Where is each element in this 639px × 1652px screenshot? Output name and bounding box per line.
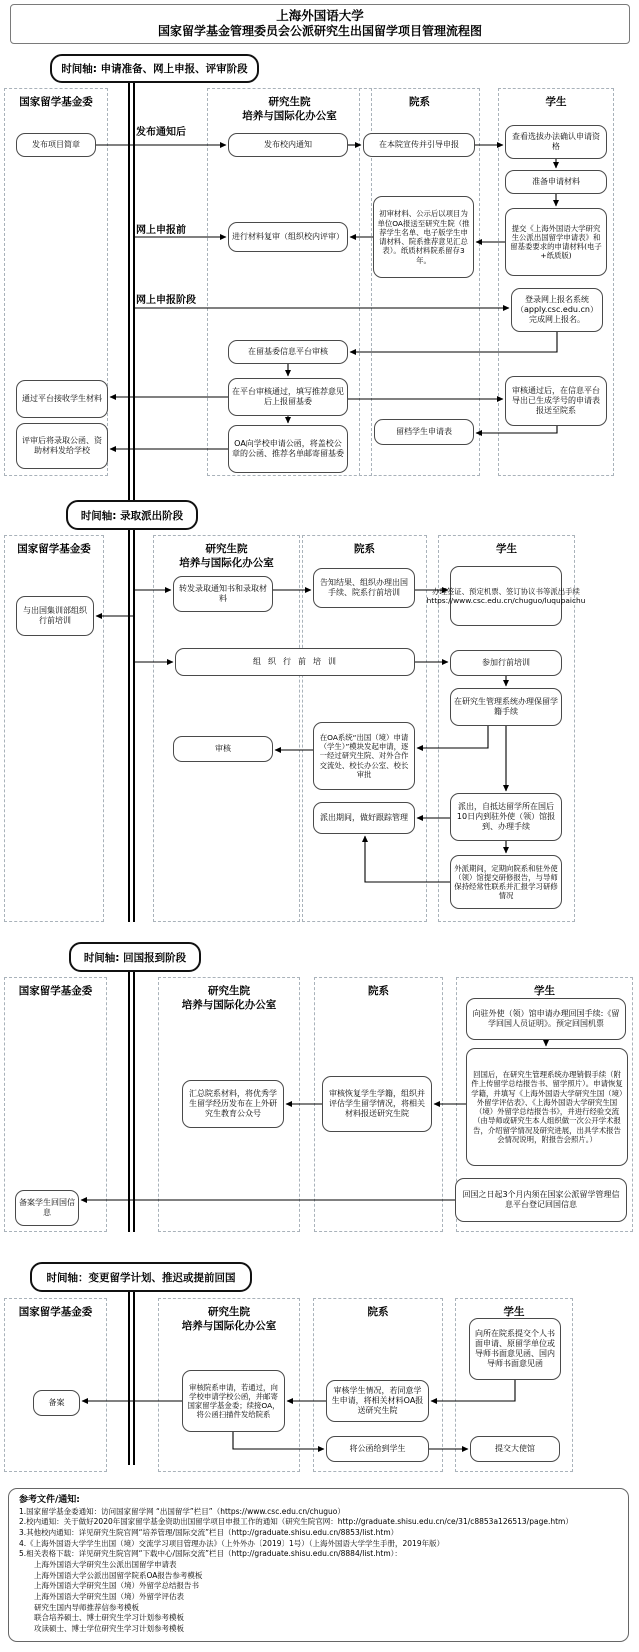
p4-gradschool-line1: 研究生院 — [208, 1306, 250, 1318]
p1-gradschool-line1: 研究生院 — [268, 96, 311, 108]
p1-stu-prepare-materials: 准备申请材料 — [505, 170, 607, 194]
p2-dept-tracking: 派出期间，做好跟踪管理 — [313, 802, 415, 834]
p1-stu-export-form: 审核通过后，在信息平台导出已生成学号的申请表报送至院系 — [505, 376, 607, 426]
p1-csc-receive-materials: 通过平台接收学生材料 — [16, 380, 108, 418]
p1-lane-student-title: 学生 — [545, 96, 567, 108]
p2-lane-student-title: 学生 — [496, 543, 517, 555]
p2-gs-forward-admission: 转发录取通知书和录取材料 — [173, 576, 273, 612]
p4-csc-filing: 备案 — [33, 1390, 80, 1416]
p4-lane-csc — [4, 1298, 107, 1472]
p2-gradschool-line2: 培养与国际化办公室 — [179, 557, 274, 570]
p1-dept-archive-form: 留档学生申请表 — [374, 419, 474, 445]
p2-csc-predeparture-training: 与出国集训部组织行前培训 — [16, 596, 94, 636]
p2-lane-dept-title: 院系 — [354, 543, 375, 555]
reference-sub-item: 攻读硕士、博士学位研究生学习计划参考模板 — [34, 1623, 184, 1633]
p4-lane-dept-title: 院系 — [367, 1306, 389, 1318]
p2-gs-review: 审核 — [173, 736, 273, 762]
p3-gradschool-line1: 研究生院 — [208, 985, 250, 997]
reference-item: 4.《上海外国语大学学生出国（境）交流学习项目管理办法》（上外外办〔2019〕1号）（上海外国语大学学生手册，2019年版） — [19, 1538, 445, 1548]
p4-lane-csc-title: 国家留学基金委 — [18, 1306, 93, 1318]
p1-csc-publish-guidelines: 发布项目简章 — [16, 133, 96, 157]
reference-item: 1.国家留学基金委通知：访问国家留学网 “出国留学”栏目”（https://www.csc.edu.cn/chuguo） — [19, 1506, 345, 1516]
p2-dept-notify-results: 告知结果、组织办理出国手续、院系行前培训 — [313, 568, 415, 608]
p1-lane-csc-title: 国家留学基金委 — [19, 96, 93, 108]
timeline-spine-phase2 — [128, 525, 135, 922]
university-name: 上海外国语大学 — [276, 8, 364, 24]
p3-stu-post-return-procedures: 回国后，在研究生管理系统办理销假手续（附件上传留学总结报告书、留学照片）。申请恢复学籍，并填写《上海外国语大学研究生国（境）外留学评估表》、《上海外国语大学研究生国（境）外留学总结报告书》，并进行经验交流（由导师或研究生本人组织做一次公开学术报告，介绍留学情况及研究进展，出具学术报告会情况说明，附报告会照片。） — [466, 1048, 628, 1166]
p2-stu-visa-ticket: 办理签证、预定机票、签订协议书等派出手续 https://www.csc.edu.cn/chuguo/luqupaichu — [450, 566, 562, 626]
reference-item: 3.其他校内通知：详见研究生院官网“培养管理/国际交流”栏目（http://graduate.shisu.edu.cn/8853/list.htm） — [19, 1528, 399, 1538]
timeline-spine-phase4 — [128, 1287, 135, 1465]
p3-lane-dept-title: 院系 — [368, 985, 389, 997]
p4-stu-submit-embassy: 提交大使馆 — [470, 1436, 560, 1462]
reference-sub-item: 研究生国内导师推荐信参考模板 — [34, 1602, 139, 1612]
p2-stu-periodic-reports: 外派期间，定期向院系和驻外使（领）馆提交研修报告，与导师保持经常性联系并汇报学习研修情况 — [450, 855, 562, 909]
p3-lane-gradschool-title — [159, 978, 299, 1012]
p2-gradschool-line1: 研究生院 — [205, 543, 248, 555]
p2-lane-csc — [4, 535, 104, 922]
p1-stu-online-registration: 登录网上报名系统（apply.csc.edu.cn）完成网上报名。 — [511, 288, 603, 332]
phase4-header: 时间轴：变更留学计划、推迟或提前回国 — [30, 1262, 252, 1292]
p2-stu-retain-status: 在研究生管理系统办理保留学籍手续 — [450, 688, 562, 726]
timeline-spine-phase3 — [128, 967, 135, 1232]
p1-lane-dept-title: 院系 — [409, 96, 430, 108]
p4-dept-give-letter: 将公函给到学生 — [326, 1436, 429, 1462]
p3-stu-return-procedures: 向驻外使（领）馆申请办理回国手续:《留学回国人员证明》。预定回国机票 — [466, 998, 626, 1040]
p3-dept-restore-status: 审核恢复学生学籍，组织并评估学生留学情况，将相关材料报送研究生院 — [322, 1076, 432, 1132]
p1-stu-submit-application: 提交《上海外国语大学研究生公派出国留学申请表》和留基委要求的申请材料(电子+纸质版) — [505, 208, 607, 276]
p1-timeline-label-before-online: 网上申报前 — [136, 225, 186, 236]
p1-stu-check-eligibility: 查看选拔办法确认申请资格 — [505, 125, 607, 159]
p3-lane-student-title: 学生 — [534, 985, 555, 997]
reference-sub-item: 上海外国语大学研究生国（境）外留学评估表 — [34, 1591, 184, 1601]
p1-gs-submit-recommendation: 在平台审核通过，填写推荐意见后上报留基委 — [228, 378, 348, 416]
phase1-header: 时间轴: 申请准备、网上申报、评审阶段 — [50, 54, 259, 83]
page-title: 国家留学基金管理委员会公派研究生出国留学项目管理流程图 — [157, 24, 482, 39]
references-box — [8, 1488, 629, 1642]
timeline-spine-phase1 — [128, 79, 135, 502]
references-title: 参考文件/通知: — [19, 1495, 80, 1505]
p1-gs-platform-review: 在留基委信息平台审核 — [228, 340, 348, 364]
p3-stu-register-return-info: 回国之日起3个月内须在国家公派留学管理信息平台登记回国信息 — [455, 1178, 627, 1222]
reference-sub-item: 上海外国语大学研究生公派出国留学申请表 — [34, 1559, 177, 1569]
phase2-header: 时间轴: 录取派出阶段 — [66, 500, 198, 530]
p1-csc-send-admission-letter: 评审后将录取公函、资助材料发给学校 — [16, 423, 108, 469]
reference-item: 2.校内通知：关于做好2020年国家留学基金资助出国留学项目申报工作的通知（研究生院官网：http://graduate.shisu.edu.cn/ce/31/c8853a126513/page.htm） — [19, 1517, 573, 1527]
p1-lane-gradschool-title — [208, 89, 371, 123]
p4-lane-student-title: 学生 — [503, 1306, 525, 1318]
reference-sub-item: 上海外国语大学公派出国留学院系OA报告参考模板 — [34, 1570, 203, 1580]
reference-item: 5.相关表格下载：详见研究生院官网“下载中心/国际交流”栏目（http://graduate.shisu.edu.cn/8884/list.htm）： — [19, 1549, 402, 1559]
phase3-header: 时间轴: 回国报到阶段 — [69, 942, 201, 972]
p1-gradschool-line2: 培养与国际化办公室 — [242, 110, 337, 123]
p4-gradschool-line2: 培养与国际化办公室 — [181, 1320, 277, 1333]
p4-gs-review-dept-application: 审核院系申请，若通过，向学校申请学校公函，并邮寄国家留学基金委；续接OA，将公函扫描件发给院系 — [182, 1370, 285, 1432]
p1-gs-material-recheck: 进行材料复审（组织校内评审） — [228, 222, 348, 252]
p3-gradschool-line2: 培养与国际化办公室 — [181, 999, 277, 1012]
p4-dept-review-student-request: 审核学生情况，若同意学生申请，将相关材料OA报送研究生院 — [326, 1380, 429, 1422]
p3-lane-csc-title: 国家留学基金委 — [18, 985, 93, 997]
p1-gs-publish-campus-notice: 发布校内通知 — [228, 133, 348, 157]
p2-lane-csc-title: 国家留学基金委 — [17, 543, 91, 555]
p3-gs-summarize-publish: 汇总院系材料，将优秀学生留学经历发布在上外研究生教育公众号 — [182, 1080, 284, 1128]
p2-organize-training-wide: 组织行前培训 — [175, 648, 415, 676]
p4-stu-written-application: 向所在院系提交个人书面申请、原留学单位或导师书面意见函、国内导师书面意见函 — [469, 1318, 561, 1380]
p2-stu-report-embassy: 派出，自抵达留学所在国后10日内到驻外使（领）馆报到、办理手续 — [450, 793, 562, 841]
p1-dept-promote-guide: 在本院宣传并引导申报 — [363, 133, 475, 157]
p2-stu-attend-training: 参加行前培训 — [450, 650, 562, 676]
reference-sub-item: 联合培养硕士、博士研究生学习计划参考模板 — [34, 1613, 184, 1623]
p2-lane-gradschool-title — [154, 536, 299, 570]
p3-csc-record-return-info: 备案学生回国信息 — [15, 1190, 79, 1226]
title-box — [10, 4, 630, 44]
p1-timeline-label-online-stage: 网上申报阶段 — [136, 295, 196, 306]
reference-sub-item: 上海外国语大学研究生国（境）外留学总结报告书 — [34, 1581, 199, 1591]
p4-lane-gradschool-title — [159, 1299, 299, 1333]
p1-dept-initial-review: 初审材料、公示后以项目为单位OA报送至研究生院（推荐学生名单、电子版学生申请材料、院系推荐意见汇总表）。纸质材料院系留存3年。 — [373, 196, 474, 278]
p1-gs-oa-official-letter: OA向学校申请公函，将盖校公章的公函、推荐名单邮寄留基委 — [228, 425, 348, 473]
p1-timeline-label-after-notice: 发布通知后 — [136, 127, 186, 138]
p2-dept-oa-abroad-application: 在OA系统“出国（境）申请（学生）”模块发起申请，逐一经过研究生院、对外合作交流处、校长办公室、校长审批 — [313, 722, 415, 790]
